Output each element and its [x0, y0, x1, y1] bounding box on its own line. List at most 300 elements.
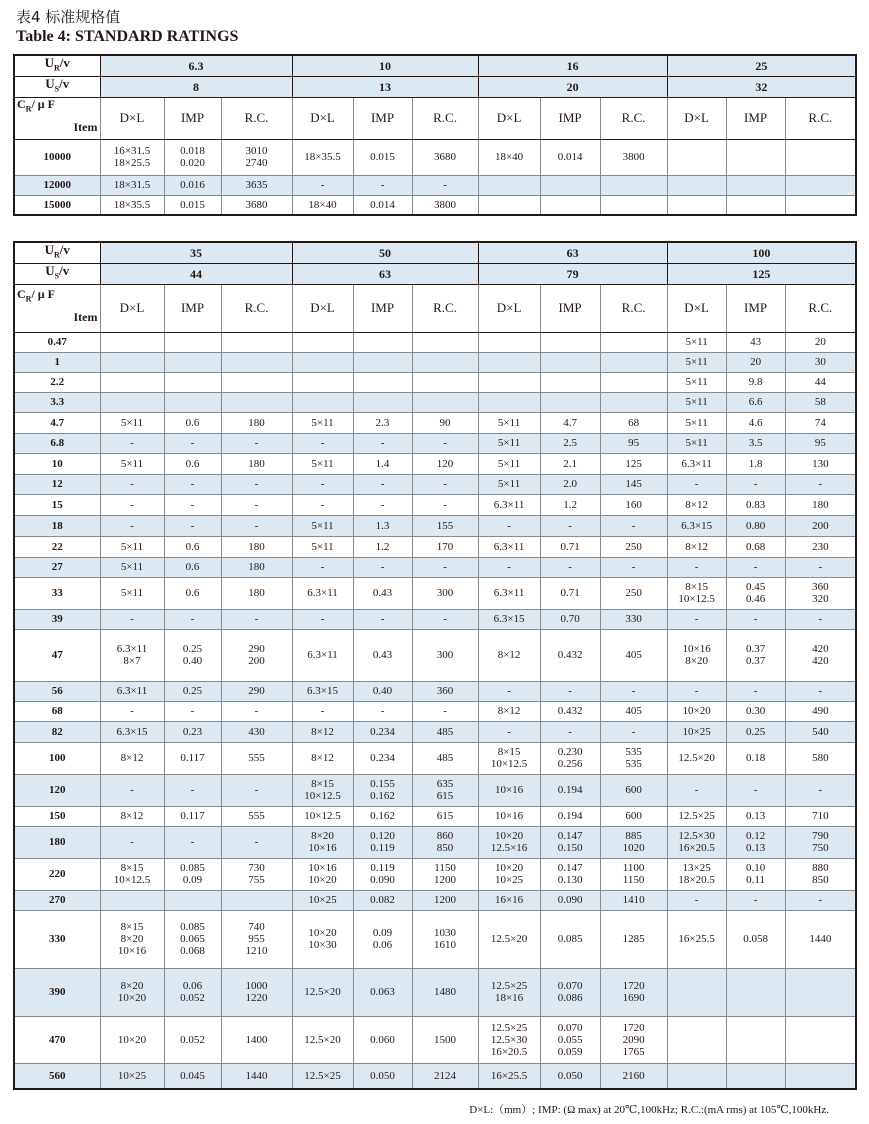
cell-rc: 30 — [785, 352, 856, 372]
cell-imp: - — [726, 681, 785, 701]
table-row — [14, 774, 856, 806]
cell-imp: 0.68 — [726, 536, 785, 557]
capacitance-value: 1 — [14, 352, 100, 372]
cell-rc: - — [221, 609, 292, 629]
cell-rc: 860 850 — [412, 826, 478, 858]
cell-imp: 2.1 — [540, 453, 600, 474]
cell-dl: 5×11 — [667, 412, 726, 433]
cell-dl — [100, 372, 164, 392]
cell-imp: 0.71 — [540, 577, 600, 609]
cell-imp: 6.6 — [726, 392, 785, 412]
cell-dl — [100, 352, 164, 372]
cell-rc — [600, 332, 667, 352]
cell-rc: 300 — [412, 629, 478, 681]
cell-rc: 180 — [221, 557, 292, 577]
cell-dl: 8×15 10×12.5 — [667, 577, 726, 609]
cell-rc: 1200 — [412, 890, 478, 910]
cell-dl — [478, 352, 540, 372]
cell-dl — [478, 372, 540, 392]
column-header-imp: IMP — [164, 284, 221, 332]
cell-imp: - — [726, 557, 785, 577]
capacitance-value: 33 — [14, 577, 100, 609]
cell-rc — [412, 392, 478, 412]
cell-dl — [667, 1063, 726, 1089]
cell-imp: 0.194 — [540, 806, 600, 826]
cell-dl: 6.3×15 — [100, 721, 164, 742]
cell-imp: - — [353, 557, 412, 577]
cell-imp: 0.045 — [164, 1063, 221, 1089]
cell-imp: - — [353, 609, 412, 629]
cell-rc — [221, 332, 292, 352]
column-header-dl: D×L — [292, 97, 353, 139]
us-voltage-label: $U_S/v$ — [14, 76, 100, 97]
cell-imp: 0.432 — [540, 629, 600, 681]
cell-rc: 120 — [412, 453, 478, 474]
cell-rc: 1285 — [600, 910, 667, 968]
cell-imp — [726, 195, 785, 215]
cell-rc: 160 — [600, 494, 667, 515]
us-voltage-value: 79 — [478, 263, 667, 284]
cell-dl: - — [667, 557, 726, 577]
cell-imp: 9.8 — [726, 372, 785, 392]
capacitance-value: 10000 — [14, 139, 100, 175]
us-voltage-value: 63 — [292, 263, 478, 284]
cell-dl: 5×11 — [478, 433, 540, 453]
column-header-rc: R.C. — [412, 97, 478, 139]
cell-rc: 180 — [221, 412, 292, 433]
cell-rc: 180 — [221, 577, 292, 609]
capacitance-value: 120 — [14, 774, 100, 806]
cell-dl: - — [100, 433, 164, 453]
capacitance-value: 0.47 — [14, 332, 100, 352]
cell-imp: - — [164, 826, 221, 858]
cell-dl: 8×15 10×12.5 — [478, 742, 540, 774]
cell-rc: - — [412, 609, 478, 629]
cell-dl: 5×11 — [667, 392, 726, 412]
cell-dl: - — [667, 609, 726, 629]
column-header-imp: IMP — [726, 97, 785, 139]
table-row — [14, 681, 856, 701]
cell-imp: 0.30 — [726, 701, 785, 721]
cell-dl: - — [292, 494, 353, 515]
cell-rc: - — [221, 494, 292, 515]
cell-rc: 3010 2740 — [221, 139, 292, 175]
cell-rc — [221, 372, 292, 392]
cell-imp: 0.13 — [726, 806, 785, 826]
table-row — [14, 577, 856, 609]
capacitance-value: 10 — [14, 453, 100, 474]
cell-imp: - — [164, 515, 221, 536]
cell-dl: 6.3×11 — [478, 577, 540, 609]
cell-dl: - — [100, 774, 164, 806]
cell-imp — [540, 352, 600, 372]
cell-dl — [478, 392, 540, 412]
cell-imp: 0.050 — [540, 1063, 600, 1089]
ur-voltage-row — [14, 55, 856, 76]
cell-dl: 18×31.5 — [100, 175, 164, 195]
cell-imp: 0.25 — [164, 681, 221, 701]
table-row — [14, 412, 856, 433]
column-header-dl: D×L — [100, 97, 164, 139]
cell-rc: 3680 — [412, 139, 478, 175]
capacitance-value: 4.7 — [14, 412, 100, 433]
cell-imp: 0.10 0.11 — [726, 858, 785, 890]
cell-imp: 0.06 0.052 — [164, 968, 221, 1016]
cell-dl: 5×11 — [100, 577, 164, 609]
cell-dl — [667, 195, 726, 215]
cell-imp: - — [726, 474, 785, 494]
cell-dl: 12.5×20 — [667, 742, 726, 774]
table-row — [14, 742, 856, 774]
cell-imp: 2.5 — [540, 433, 600, 453]
cell-dl: 8×12 — [667, 494, 726, 515]
cell-imp: 1.8 — [726, 453, 785, 474]
cell-imp — [164, 352, 221, 372]
cell-dl: 6.3×11 — [667, 453, 726, 474]
cell-dl — [667, 968, 726, 1016]
cell-rc — [785, 1016, 856, 1063]
title-english: Table 4: STANDARD RATINGS — [16, 28, 239, 45]
cell-imp: 0.085 0.065 0.068 — [164, 910, 221, 968]
cell-rc: 1440 — [221, 1063, 292, 1089]
cell-rc: - — [221, 474, 292, 494]
table-row — [14, 175, 856, 195]
capacitance-value: 270 — [14, 890, 100, 910]
cell-imp: 0.234 — [353, 721, 412, 742]
cell-rc: - — [600, 681, 667, 701]
cell-imp: - — [164, 474, 221, 494]
cell-rc: 790 750 — [785, 826, 856, 858]
cell-imp: 0.147 0.130 — [540, 858, 600, 890]
cell-rc — [600, 195, 667, 215]
table-row — [14, 629, 856, 681]
cell-imp: 43 — [726, 332, 785, 352]
cell-rc: 360 — [412, 681, 478, 701]
cell-rc: 535 535 — [600, 742, 667, 774]
cell-dl: 8×15 10×12.5 — [292, 774, 353, 806]
cell-dl: 6.3×11 — [100, 681, 164, 701]
cell-imp: 0.6 — [164, 577, 221, 609]
table-row — [14, 195, 856, 215]
cell-rc: 420 420 — [785, 629, 856, 681]
cell-dl: - — [292, 175, 353, 195]
capacitance-value: 470 — [14, 1016, 100, 1063]
cell-dl: 8×12 — [100, 742, 164, 774]
cell-rc: 155 — [412, 515, 478, 536]
cell-imp: 1.2 — [353, 536, 412, 557]
cell-imp: - — [540, 681, 600, 701]
cell-rc: 1400 — [221, 1016, 292, 1063]
table-row — [14, 474, 856, 494]
cell-dl: 12.5×20 — [478, 910, 540, 968]
cell-imp: 0.063 — [353, 968, 412, 1016]
cell-rc: - — [785, 474, 856, 494]
ur-voltage-label: $U_R/v$ — [14, 242, 100, 263]
cell-dl: 5×11 — [667, 372, 726, 392]
cell-rc: - — [785, 681, 856, 701]
cell-dl: 6.3×15 — [478, 609, 540, 629]
cell-imp: 20 — [726, 352, 785, 372]
cell-dl: 6.3×11 — [478, 536, 540, 557]
cell-dl: 12.5×30 16×20.5 — [667, 826, 726, 858]
us-voltage-value: 32 — [667, 76, 856, 97]
cell-dl — [100, 890, 164, 910]
cell-rc: 200 — [785, 515, 856, 536]
cell-imp — [726, 968, 785, 1016]
cell-dl: 10×20 10×30 — [292, 910, 353, 968]
table-row — [14, 701, 856, 721]
cell-imp: 0.018 0.020 — [164, 139, 221, 175]
cell-dl — [667, 175, 726, 195]
cell-dl: 6.3×11 — [292, 577, 353, 609]
cell-rc — [221, 392, 292, 412]
cell-dl: 10×16 — [478, 806, 540, 826]
cell-rc: 615 — [412, 806, 478, 826]
cell-dl: - — [478, 557, 540, 577]
cell-imp: 0.80 — [726, 515, 785, 536]
cell-dl: 5×11 — [478, 412, 540, 433]
column-header-rc: R.C. — [221, 97, 292, 139]
cell-imp: 1.3 — [353, 515, 412, 536]
cell-dl: 18×35.5 — [100, 195, 164, 215]
cell-dl: 10×20 — [667, 701, 726, 721]
cell-dl: 10×25 — [100, 1063, 164, 1089]
cell-imp: 0.119 0.090 — [353, 858, 412, 890]
cell-dl: - — [667, 474, 726, 494]
cell-dl: 6.3×15 — [292, 681, 353, 701]
cell-imp: 0.12 0.13 — [726, 826, 785, 858]
cell-imp — [164, 332, 221, 352]
table-row — [14, 515, 856, 536]
capacitance-value: 22 — [14, 536, 100, 557]
cell-dl — [292, 352, 353, 372]
cell-dl: 12.5×25 18×16 — [478, 968, 540, 1016]
cell-rc: 600 — [600, 806, 667, 826]
cell-imp: 0.015 — [353, 139, 412, 175]
cell-dl: 5×11 — [100, 557, 164, 577]
cell-rc: 1500 — [412, 1016, 478, 1063]
cell-imp — [353, 332, 412, 352]
cell-rc: 880 850 — [785, 858, 856, 890]
cell-rc: - — [412, 701, 478, 721]
table-row — [14, 890, 856, 910]
cell-rc — [600, 392, 667, 412]
cell-rc: - — [221, 701, 292, 721]
table-row — [14, 453, 856, 474]
cell-imp — [540, 175, 600, 195]
column-header-dl: D×L — [100, 284, 164, 332]
cell-imp: 0.23 — [164, 721, 221, 742]
cell-rc — [600, 372, 667, 392]
cell-imp: 0.050 — [353, 1063, 412, 1089]
item-capacitance-corner — [14, 97, 100, 139]
table-row — [14, 372, 856, 392]
table-row — [14, 826, 856, 858]
cell-imp: - — [164, 609, 221, 629]
cell-rc: 485 — [412, 721, 478, 742]
cell-rc: - — [412, 175, 478, 195]
cell-imp: 4.7 — [540, 412, 600, 433]
cell-dl: 18×40 — [478, 139, 540, 175]
cell-imp: 0.060 — [353, 1016, 412, 1063]
cell-imp: 0.43 — [353, 577, 412, 609]
cell-dl: 5×11 — [292, 412, 353, 433]
cell-rc: 44 — [785, 372, 856, 392]
cell-rc: 95 — [600, 433, 667, 453]
cell-rc: 1440 — [785, 910, 856, 968]
cell-dl — [100, 332, 164, 352]
cell-dl: 6.3×11 — [292, 629, 353, 681]
cell-rc: 170 — [412, 536, 478, 557]
column-header-dl: D×L — [667, 284, 726, 332]
cell-dl: 8×12 — [292, 721, 353, 742]
cell-dl: 18×40 — [292, 195, 353, 215]
capacitance-value: 56 — [14, 681, 100, 701]
cell-rc: - — [785, 890, 856, 910]
capacitance-label: $C_R/$ μ F — [17, 97, 55, 113]
cell-imp: 0.147 0.150 — [540, 826, 600, 858]
cell-imp: 0.18 — [726, 742, 785, 774]
cell-dl: 6.3×15 — [667, 515, 726, 536]
cell-dl: 13×25 18×20.5 — [667, 858, 726, 890]
cell-imp — [353, 392, 412, 412]
cell-imp — [353, 352, 412, 372]
cell-rc: 540 — [785, 721, 856, 742]
cell-dl — [100, 392, 164, 412]
cell-dl: 8×12 — [100, 806, 164, 826]
cell-imp: - — [353, 433, 412, 453]
cell-rc: 180 — [221, 453, 292, 474]
cell-imp: 0.83 — [726, 494, 785, 515]
cell-imp: 1.2 — [540, 494, 600, 515]
cell-imp — [353, 372, 412, 392]
title-chinese: 表4 标准规格值 — [16, 8, 121, 26]
cell-rc: 710 — [785, 806, 856, 826]
cell-imp: 0.71 — [540, 536, 600, 557]
cell-imp: - — [353, 494, 412, 515]
cell-rc: 3635 — [221, 175, 292, 195]
cell-dl: 12.5×20 — [292, 968, 353, 1016]
cell-imp: - — [726, 774, 785, 806]
cell-dl: - — [100, 515, 164, 536]
cell-dl: 12.5×25 — [667, 806, 726, 826]
cell-imp: 0.117 — [164, 742, 221, 774]
item-header-row — [14, 284, 856, 332]
ur-voltage-value: 16 — [478, 55, 667, 76]
cell-rc: 360 320 — [785, 577, 856, 609]
item-label: Item — [73, 120, 98, 134]
us-voltage-value: 20 — [478, 76, 667, 97]
cell-rc: 180 — [221, 536, 292, 557]
cell-imp: 0.070 0.086 — [540, 968, 600, 1016]
cell-dl — [292, 392, 353, 412]
cell-dl: 5×11 — [667, 352, 726, 372]
cell-rc: - — [412, 557, 478, 577]
cell-imp: 0.117 — [164, 806, 221, 826]
capacitance-value: 150 — [14, 806, 100, 826]
cell-imp: - — [540, 557, 600, 577]
cell-dl: 12.5×20 — [292, 1016, 353, 1063]
cell-imp: 0.052 — [164, 1016, 221, 1063]
cell-imp: 0.230 0.256 — [540, 742, 600, 774]
cell-rc: 58 — [785, 392, 856, 412]
cell-dl: 10×16 8×20 — [667, 629, 726, 681]
cell-imp: 0.085 0.09 — [164, 858, 221, 890]
column-header-rc: R.C. — [412, 284, 478, 332]
cell-imp — [726, 1063, 785, 1089]
cell-rc: - — [221, 774, 292, 806]
cell-rc: 20 — [785, 332, 856, 352]
cell-rc: 74 — [785, 412, 856, 433]
table-row — [14, 332, 856, 352]
table-row — [14, 139, 856, 175]
column-header-imp: IMP — [726, 284, 785, 332]
cell-imp: 2.3 — [353, 412, 412, 433]
ur-voltage-value: 100 — [667, 242, 856, 263]
cell-rc: 485 — [412, 742, 478, 774]
cell-rc: 90 — [412, 412, 478, 433]
cell-dl: 5×11 — [292, 453, 353, 474]
cell-rc: 3800 — [600, 139, 667, 175]
capacitance-value: 560 — [14, 1063, 100, 1089]
capacitance-value: 3.3 — [14, 392, 100, 412]
us-voltage-value: 125 — [667, 263, 856, 284]
item-label: Item — [73, 310, 98, 324]
cell-imp: 0.25 — [726, 721, 785, 742]
cell-rc: 490 — [785, 701, 856, 721]
ur-voltage-value: 10 — [292, 55, 478, 76]
cell-rc: - — [785, 557, 856, 577]
cell-dl: 8×15 8×20 10×16 — [100, 910, 164, 968]
cell-dl: - — [100, 609, 164, 629]
cell-rc — [412, 352, 478, 372]
cell-dl: 8×20 10×20 — [100, 968, 164, 1016]
cell-imp: 3.5 — [726, 433, 785, 453]
table-row — [14, 433, 856, 453]
cell-imp — [164, 890, 221, 910]
cell-rc — [221, 890, 292, 910]
cell-dl: 5×11 — [667, 332, 726, 352]
cell-imp: 0.45 0.46 — [726, 577, 785, 609]
cell-dl: 12.5×25 — [292, 1063, 353, 1089]
cell-rc: 3800 — [412, 195, 478, 215]
cell-rc: 430 — [221, 721, 292, 742]
item-capacitance-corner — [14, 284, 100, 332]
cell-imp — [726, 1016, 785, 1063]
cell-dl: 10×25 — [292, 890, 353, 910]
cell-rc: - — [221, 433, 292, 453]
cell-dl: 5×11 — [292, 515, 353, 536]
cell-imp: 0.37 0.37 — [726, 629, 785, 681]
cell-imp: 0.120 0.119 — [353, 826, 412, 858]
cell-imp: 0.155 0.162 — [353, 774, 412, 806]
cell-rc: 1100 1150 — [600, 858, 667, 890]
cell-imp — [540, 372, 600, 392]
capacitance-value: 12 — [14, 474, 100, 494]
cell-rc: 1480 — [412, 968, 478, 1016]
cell-dl: - — [100, 494, 164, 515]
cell-rc: 405 — [600, 629, 667, 681]
us-voltage-value: 13 — [292, 76, 478, 97]
table-row — [14, 858, 856, 890]
cell-imp: 0.43 — [353, 629, 412, 681]
cell-rc: 730 755 — [221, 858, 292, 890]
column-header-imp: IMP — [540, 284, 600, 332]
capacitance-value: 82 — [14, 721, 100, 742]
cell-rc: - — [600, 721, 667, 742]
table-row — [14, 352, 856, 372]
capacitance-value: 12000 — [14, 175, 100, 195]
